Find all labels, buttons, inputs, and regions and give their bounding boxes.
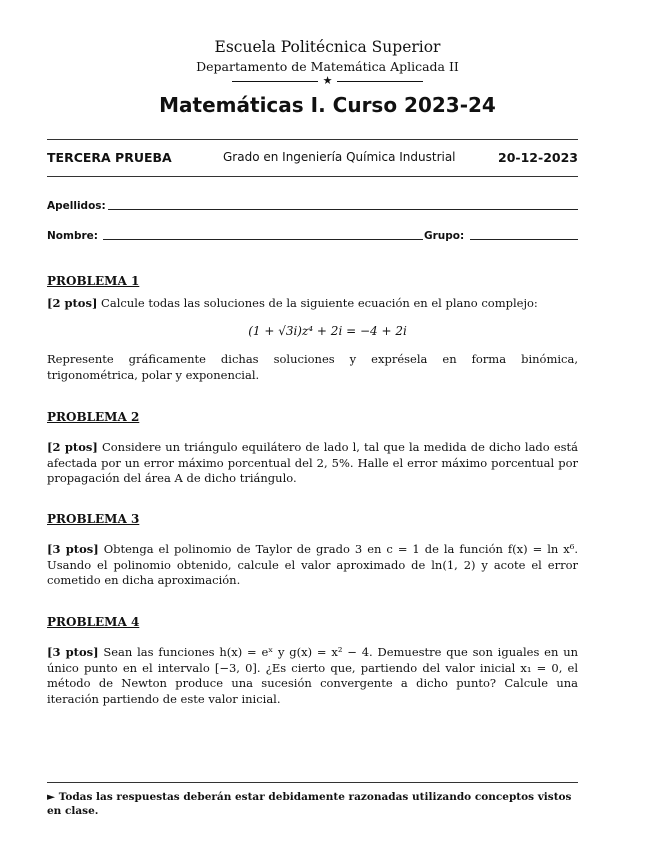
problem-3-points: [3 ptos]	[47, 542, 99, 556]
problem-2-title: PROBLEMA 2	[47, 410, 140, 424]
problem-4-title: PROBLEMA 4	[47, 615, 140, 629]
problem-1-title: PROBLEMA 1	[47, 274, 140, 288]
star-icon: ★	[322, 74, 333, 87]
problem-2-text: Considere un triángulo equilátero de lado l, tal que la medida de dicho lado está afectada por un error máximo porcentual del 2, 5%. Halle el error máximo porcentual por propagación del área A de dicho triángulo.	[47, 440, 579, 485]
problem-4-points: [3 ptos]	[47, 645, 99, 659]
problem-3-title: PROBLEMA 3	[47, 512, 140, 526]
exam-name: TERCERA PRUEBA	[47, 150, 172, 165]
top-rule	[47, 139, 578, 140]
problem-4-text: Sean las funciones h(x) = eˣ y g(x) = x² − 4. Demuestre que son iguales en un único punto en el intervalo [−3, 0]. ¿Es cierto que, partiendo del valor inicial x₁ = 0, el método de Newton produce una sucesión convergente a dicho punto? Calcule una iteración partiendo de este valor inicial.	[47, 645, 579, 706]
problem-3-text: Obtenga el polinomio de Taylor de grado 3 en c = 1 de la función f(x) = ln x⁶. Usando el polinomio obtenido, calcule el valor aproximado de ln(1, 2) y acote el error cometido en dicha aproximación.	[47, 542, 579, 587]
exam-date: 20-12-2023	[498, 150, 578, 165]
problem-2-statement	[47, 440, 578, 487]
problem-1-followup: Represente gráficamente dichas soluciones y exprésela en forma binómica, trigonométrica, polar y exponencial.	[47, 352, 578, 382]
ornament-divider	[0, 74, 655, 88]
ornament-line-right	[337, 81, 423, 82]
bottom-rule	[47, 176, 578, 177]
name-label: Nombre:	[47, 230, 98, 242]
problem-4-statement	[47, 645, 578, 707]
name-field[interactable]	[103, 239, 423, 240]
problem-1-points: [2 ptos]	[47, 296, 98, 310]
group-label: Grupo:	[424, 230, 465, 242]
footer-note: ► Todas las respuestas deberán estar debidamente razonadas utilizando conceptos vistos en clase.	[47, 791, 572, 817]
degree-name: Grado en Ingeniería Química Industrial	[223, 150, 456, 164]
problem-1-equation: (1 + √3i)z⁴ + 2i = −4 + 2i	[248, 324, 407, 338]
school-name: Escuela Politécnica Superior	[214, 38, 441, 56]
department-name: Departamento de Matemática Aplicada II	[196, 59, 459, 74]
problem-1-text: Calcule todas las soluciones de la siguiente ecuación en el plano complejo:	[101, 296, 538, 310]
course-title: Matemáticas I. Curso 2023-24	[159, 93, 496, 117]
problem-3-statement	[47, 542, 578, 589]
group-field[interactable]	[470, 239, 578, 240]
footer-rule	[47, 782, 578, 783]
ornament-line-left	[232, 81, 318, 82]
surname-label: Apellidos:	[47, 200, 106, 212]
problem-2-points: [2 ptos]	[47, 440, 98, 454]
surname-field[interactable]	[108, 209, 578, 210]
problem-1-statement	[47, 296, 578, 312]
